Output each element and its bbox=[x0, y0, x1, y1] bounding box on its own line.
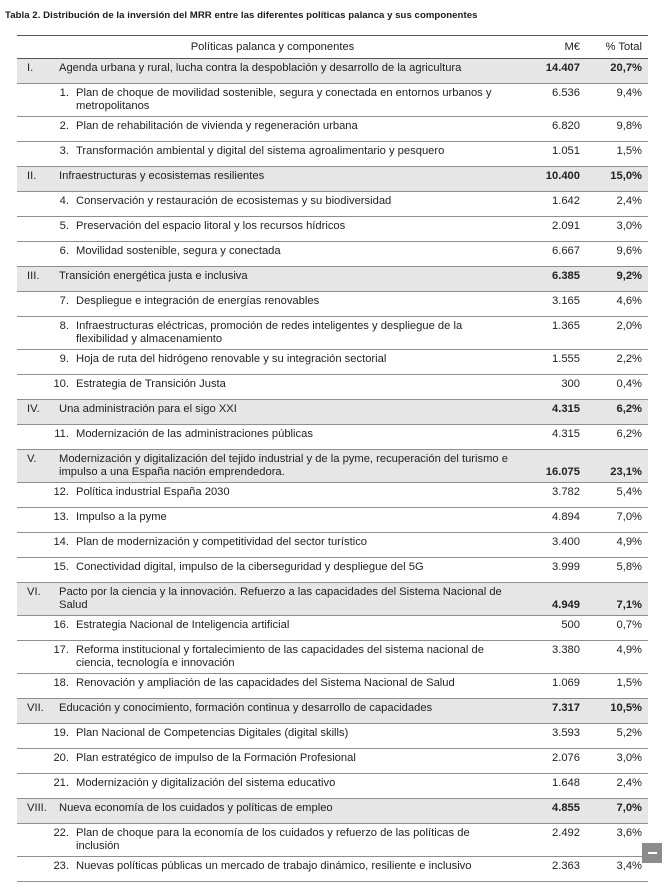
policy-row bbox=[17, 400, 648, 425]
row-number: 1. bbox=[59, 87, 69, 99]
row-number: 9. bbox=[59, 353, 69, 365]
row-text: Despliegue e integración de energías renovables bbox=[76, 295, 320, 307]
row-label bbox=[17, 142, 528, 167]
row-number: V. bbox=[17, 450, 53, 483]
row-pct: 2,4% bbox=[586, 192, 648, 217]
row-text: Plan de rehabilitación de vivienda y regeneración urbana bbox=[76, 120, 358, 132]
row-text: Movilidad sostenible, segura y conectada bbox=[76, 245, 281, 257]
policy-row bbox=[17, 59, 648, 84]
row-pct: 5,4% bbox=[586, 483, 648, 508]
row-label: Agenda urbana y rural, lucha contra la despoblación y desarrollo de la agricultura bbox=[53, 59, 528, 84]
row-label bbox=[17, 117, 528, 142]
row-meur: 4.949 bbox=[528, 583, 586, 616]
component-row bbox=[17, 641, 648, 674]
row-meur: 6.385 bbox=[528, 267, 586, 292]
row-number: 2. bbox=[59, 120, 69, 132]
row-label: Educación y conocimiento, formación continua y desarrollo de capacidades bbox=[53, 699, 528, 724]
row-number: 12. bbox=[53, 486, 69, 498]
policy-row bbox=[17, 583, 648, 616]
row-label bbox=[17, 857, 528, 882]
row-number: 5. bbox=[59, 220, 69, 232]
row-label: Transición energética justa e inclusiva bbox=[53, 267, 528, 292]
component-row bbox=[17, 483, 648, 508]
row-number: 7. bbox=[59, 295, 69, 307]
policy-row bbox=[17, 167, 648, 192]
row-meur: 2.363 bbox=[528, 857, 586, 882]
row-pct: 9,4% bbox=[586, 84, 648, 117]
component-row bbox=[17, 774, 648, 799]
row-text: Conservación y restauración de ecosistemas y su biodiversidad bbox=[76, 195, 392, 207]
row-meur: 2.076 bbox=[528, 749, 586, 774]
row-number: 20. bbox=[53, 752, 69, 764]
row-label: Infraestructuras y ecosistemas resilientes bbox=[53, 167, 528, 192]
component-row bbox=[17, 558, 648, 583]
row-text: Plan de choque de movilidad sostenible, segura y conectada en entornos urbanos y metropolitanos bbox=[76, 87, 492, 112]
row-number: 16. bbox=[53, 619, 69, 631]
row-meur: 4.855 bbox=[528, 799, 586, 824]
row-number: 11. bbox=[54, 428, 69, 440]
policy-row bbox=[17, 699, 648, 724]
component-row bbox=[17, 84, 648, 117]
row-pct: 2,0% bbox=[586, 317, 648, 350]
row-label bbox=[17, 483, 528, 508]
component-row bbox=[17, 749, 648, 774]
row-meur: 1.555 bbox=[528, 350, 586, 375]
row-label bbox=[17, 317, 528, 350]
row-pct: 4,6% bbox=[586, 292, 648, 317]
row-pct: 3,0% bbox=[586, 217, 648, 242]
row-label bbox=[17, 508, 528, 533]
row-label bbox=[17, 425, 528, 450]
policy-row bbox=[17, 267, 648, 292]
row-label bbox=[17, 774, 528, 799]
row-meur: 4.315 bbox=[528, 400, 586, 425]
row-label bbox=[17, 824, 528, 857]
row-meur: 3.999 bbox=[528, 558, 586, 583]
row-text: Política industrial España 2030 bbox=[76, 486, 230, 498]
row-number: 22. bbox=[53, 827, 69, 839]
table-body bbox=[17, 59, 648, 882]
row-number: I. bbox=[17, 59, 53, 84]
policy-row bbox=[17, 450, 648, 483]
row-meur: 1.051 bbox=[528, 142, 586, 167]
row-pct: 7,0% bbox=[586, 508, 648, 533]
row-pct: 4,9% bbox=[586, 641, 648, 674]
component-row bbox=[17, 533, 648, 558]
row-pct: 23,1% bbox=[586, 450, 648, 483]
row-meur: 2.492 bbox=[528, 824, 586, 857]
row-meur: 6.536 bbox=[528, 84, 586, 117]
row-pct: 2,4% bbox=[586, 774, 648, 799]
row-text: Modernización y digitalización del sistema educativo bbox=[76, 777, 336, 789]
component-row bbox=[17, 117, 648, 142]
row-text: Estrategia de Transición Justa bbox=[76, 378, 226, 390]
row-pct: 9,8% bbox=[586, 117, 648, 142]
row-label bbox=[17, 375, 528, 400]
component-row bbox=[17, 217, 648, 242]
row-number: VIII. bbox=[17, 799, 53, 824]
component-row bbox=[17, 724, 648, 749]
row-number: 15. bbox=[53, 561, 69, 573]
row-text: Modernización de las administraciones públicas bbox=[76, 428, 313, 440]
table-caption: Tabla 2. Distribución de la inversión del MRR entre las diferentes políticas palanca y sus componentes bbox=[5, 10, 478, 21]
row-meur: 1.365 bbox=[528, 317, 586, 350]
row-text: Plan Nacional de Competencias Digitales (digital skills) bbox=[76, 727, 349, 739]
row-number: 6. bbox=[59, 245, 69, 257]
minus-icon bbox=[648, 852, 657, 854]
row-label bbox=[17, 292, 528, 317]
row-label: Pacto por la ciencia y la innovación. Refuerzo a las capacidades del Sistema Nacional de Salud bbox=[53, 583, 528, 616]
row-pct: 7,1% bbox=[586, 583, 648, 616]
row-text: Preservación del espacio litoral y los recursos hídricos bbox=[76, 220, 346, 232]
row-pct: 10,5% bbox=[586, 699, 648, 724]
component-row bbox=[17, 616, 648, 641]
header-meur: M€ bbox=[528, 36, 586, 59]
component-row bbox=[17, 674, 648, 699]
row-label bbox=[17, 84, 528, 117]
row-meur: 1.648 bbox=[528, 774, 586, 799]
row-number: 13. bbox=[53, 511, 69, 523]
row-pct: 0,7% bbox=[586, 616, 648, 641]
row-pct: 6,2% bbox=[586, 400, 648, 425]
component-row bbox=[17, 292, 648, 317]
row-label bbox=[17, 641, 528, 674]
row-label bbox=[17, 724, 528, 749]
row-text: Nuevas políticas públicas un mercado de trabajo dinámico, resiliente e inclusivo bbox=[76, 860, 472, 872]
row-label bbox=[17, 192, 528, 217]
row-text: Hoja de ruta del hidrógeno renovable y su integración sectorial bbox=[76, 353, 387, 365]
row-meur: 14.407 bbox=[528, 59, 586, 84]
row-meur: 7.317 bbox=[528, 699, 586, 724]
row-pct: 3,4% bbox=[586, 857, 648, 882]
row-text: Conectividad digital, impulso de la ciberseguridad y despliegue del 5G bbox=[76, 561, 424, 573]
header-row bbox=[17, 36, 648, 59]
row-meur: 300 bbox=[528, 375, 586, 400]
row-label: Modernización y digitalización del tejido industrial y de la pyme, recuperación del turismo e impulso a una España nación emprendedora. bbox=[53, 450, 528, 483]
row-number: II. bbox=[17, 167, 53, 192]
row-pct: 9,2% bbox=[586, 267, 648, 292]
row-number: IV. bbox=[17, 400, 53, 425]
row-pct: 0,4% bbox=[586, 375, 648, 400]
policy-row bbox=[17, 799, 648, 824]
component-row bbox=[17, 350, 648, 375]
row-label bbox=[17, 533, 528, 558]
row-pct: 4,9% bbox=[586, 533, 648, 558]
row-text: Plan de choque para la economía de los cuidados y refuerzo de las políticas de inclusión bbox=[76, 827, 470, 852]
row-text: Plan de modernización y competitividad del sector turístico bbox=[76, 536, 368, 548]
row-meur: 1.642 bbox=[528, 192, 586, 217]
row-pct: 1,5% bbox=[586, 142, 648, 167]
row-meur: 2.091 bbox=[528, 217, 586, 242]
row-meur: 16.075 bbox=[528, 450, 586, 483]
row-label bbox=[17, 674, 528, 699]
row-meur: 3.593 bbox=[528, 724, 586, 749]
row-label: Una administración para el sigo XXI bbox=[53, 400, 528, 425]
row-label bbox=[17, 558, 528, 583]
row-number: 8. bbox=[59, 320, 69, 332]
row-text: Reforma institucional y fortalecimiento de las capacidades del sistema nacional de ciencia, tecnología e innovación bbox=[76, 644, 484, 669]
collapse-button[interactable] bbox=[642, 843, 662, 863]
row-number: 10. bbox=[53, 378, 69, 390]
row-number: 21. bbox=[53, 777, 69, 789]
component-row bbox=[17, 142, 648, 167]
row-text: Renovación y ampliación de las capacidades del Sistema Nacional de Salud bbox=[76, 677, 455, 689]
row-number: 14. bbox=[53, 536, 69, 548]
row-pct: 3,6% bbox=[586, 824, 648, 857]
row-meur: 6.667 bbox=[528, 242, 586, 267]
row-pct: 5,8% bbox=[586, 558, 648, 583]
row-label: Nueva economía de los cuidados y políticas de empleo bbox=[53, 799, 528, 824]
row-number: VII. bbox=[17, 699, 53, 724]
row-meur: 10.400 bbox=[528, 167, 586, 192]
row-pct: 3,0% bbox=[586, 749, 648, 774]
row-text: Infraestructuras eléctricas, promoción de redes inteligentes y despliegue de la flexibilidad y almacenamiento bbox=[76, 320, 463, 345]
row-pct: 15,0% bbox=[586, 167, 648, 192]
row-pct: 9,6% bbox=[586, 242, 648, 267]
row-label bbox=[17, 217, 528, 242]
row-text: Impulso a la pyme bbox=[76, 511, 167, 523]
component-row bbox=[17, 375, 648, 400]
row-label bbox=[17, 242, 528, 267]
row-meur: 4.315 bbox=[528, 425, 586, 450]
component-row bbox=[17, 824, 648, 857]
row-pct: 20,7% bbox=[586, 59, 648, 84]
header-policy: Políticas palanca y componentes bbox=[17, 36, 528, 59]
row-meur: 3.400 bbox=[528, 533, 586, 558]
row-text: Estrategia Nacional de Inteligencia artificial bbox=[76, 619, 290, 631]
row-label bbox=[17, 350, 528, 375]
row-number: 18. bbox=[53, 677, 69, 689]
component-row bbox=[17, 508, 648, 533]
row-number: 3. bbox=[59, 145, 69, 157]
row-number: VI. bbox=[17, 583, 53, 616]
row-pct: 7,0% bbox=[586, 799, 648, 824]
row-meur: 3.380 bbox=[528, 641, 586, 674]
component-row bbox=[17, 242, 648, 267]
row-label bbox=[17, 616, 528, 641]
row-number: 17. bbox=[53, 644, 69, 656]
row-pct: 2,2% bbox=[586, 350, 648, 375]
row-meur: 4.894 bbox=[528, 508, 586, 533]
row-meur: 1.069 bbox=[528, 674, 586, 699]
row-meur: 3.165 bbox=[528, 292, 586, 317]
component-row bbox=[17, 857, 648, 882]
row-pct: 5,2% bbox=[586, 724, 648, 749]
component-row bbox=[17, 317, 648, 350]
row-pct: 6,2% bbox=[586, 425, 648, 450]
row-label bbox=[17, 749, 528, 774]
row-number: 23. bbox=[53, 860, 69, 872]
row-meur: 6.820 bbox=[528, 117, 586, 142]
investment-table bbox=[17, 35, 648, 882]
component-row bbox=[17, 192, 648, 217]
row-text: Plan estratégico de impulso de la Formación Profesional bbox=[76, 752, 356, 764]
row-number: III. bbox=[17, 267, 53, 292]
header-pct: % Total bbox=[586, 36, 648, 59]
row-meur: 500 bbox=[528, 616, 586, 641]
row-number: 4. bbox=[59, 195, 69, 207]
row-pct: 1,5% bbox=[586, 674, 648, 699]
row-text: Transformación ambiental y digital del sistema agroalimentario y pesquero bbox=[76, 145, 445, 157]
row-meur: 3.782 bbox=[528, 483, 586, 508]
component-row bbox=[17, 425, 648, 450]
row-number: 19. bbox=[53, 727, 69, 739]
